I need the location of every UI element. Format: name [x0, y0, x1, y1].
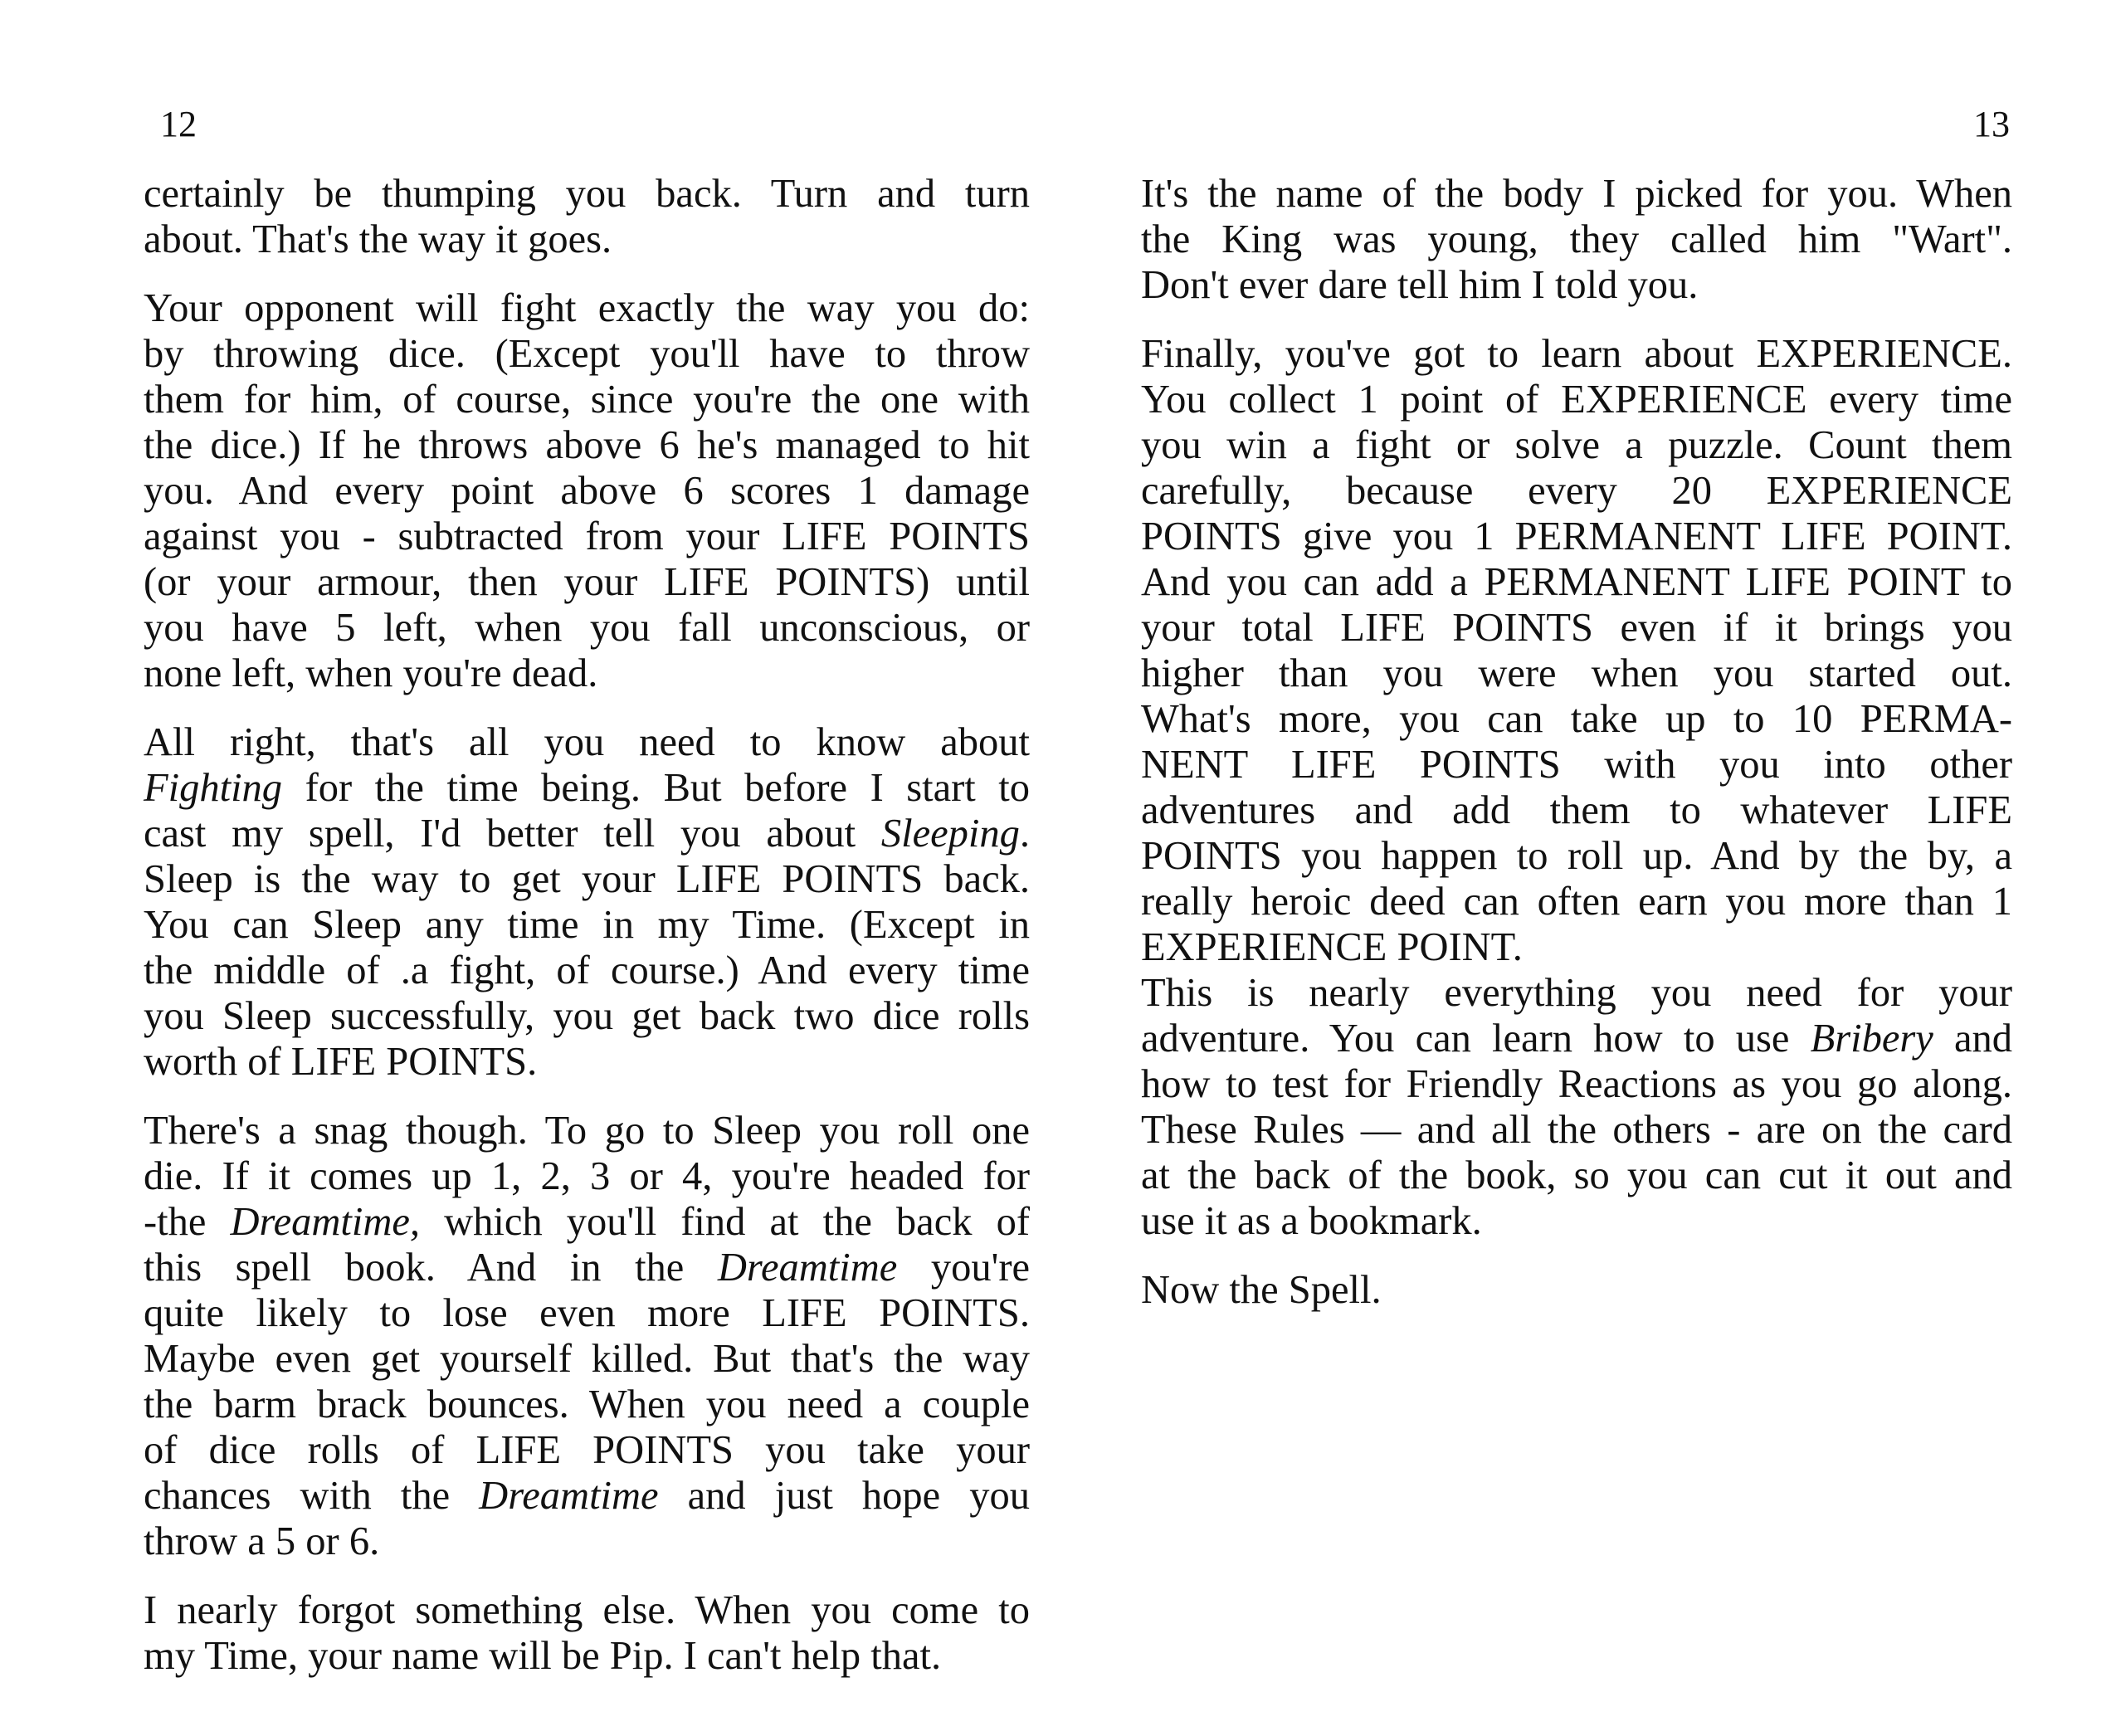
text-line [144, 1245, 1030, 1290]
text-line [1141, 1016, 2012, 1061]
right-page [1058, 0, 2116, 1736]
paragraph [1141, 331, 2012, 970]
text-line: of dice rolls of LIFE POINTS you take your [144, 1428, 1030, 1472]
text-line: none left, when you're dead. [144, 651, 598, 695]
left-text-column [144, 171, 1030, 1702]
italic-term: Dreamtime [717, 1246, 898, 1290]
text-line: It's the name of the body I picked for you. When [1141, 172, 2012, 216]
text-line: quite likely to lose even more LIFE POINTS. [144, 1291, 1030, 1335]
text-line: Finally, you've got to learn about EXPERIENCE. [1141, 332, 2012, 376]
paragraph [144, 1108, 1030, 1564]
text-line: Maybe even get yourself killed. But that's the way [144, 1337, 1030, 1381]
text-line: And you can add a PERMANENT LIFE POINT to [1141, 560, 2012, 604]
italic-term: Dreamtime [479, 1474, 659, 1518]
text-segment: this spell book. And in the [144, 1246, 718, 1290]
text-line: my Time, your name will be Pip. I can't help that. [144, 1634, 942, 1678]
text-line: adventures and add them to whatever LIFE [1141, 788, 2012, 832]
paragraph [144, 285, 1030, 696]
page-number-left: 12 [160, 104, 197, 144]
text-line: the middle of .a fight, of course.) And every time [144, 948, 1030, 992]
text-line: Don't ever dare tell him I told you. [1141, 263, 1699, 307]
italic-term: Fighting [144, 766, 283, 810]
text-line: What's more, you can take up to 10 PERMA- [1141, 697, 2012, 741]
text-line: higher than you were when you started out. [1141, 651, 2012, 695]
text-line [144, 1199, 1030, 1245]
text-line: This is nearly everything you need for your [1141, 971, 2012, 1015]
paragraph [1141, 171, 2012, 308]
text-line: Sleep is the way to get your LIFE POINTS back. [144, 857, 1030, 901]
text-line: your total LIFE POINTS even if it brings you [1141, 606, 2012, 650]
text-line: I nearly forgot something else. When you come to [144, 1588, 1030, 1632]
right-text-column [1141, 171, 2012, 1336]
text-line: Now the Spell. [1141, 1268, 1382, 1312]
text-line: (or your armour, then your LIFE POINTS) until [144, 560, 1030, 604]
text-line: you. And every point above 6 scores 1 damage [144, 469, 1030, 513]
italic-term: Bribery [1810, 1017, 1933, 1061]
page-number-right: 13 [1973, 104, 2010, 144]
text-line: certainly be thumping you back. Turn and turn [144, 172, 1030, 216]
text-line: You collect 1 point of EXPERIENCE every time [1141, 378, 2012, 422]
paragraph [144, 171, 1030, 262]
text-line: POINTS give you 1 PERMANENT LIFE POINT. [1141, 514, 2012, 558]
text-line: Your opponent will fight exactly the way you do: [144, 286, 1030, 330]
text-line: by throwing dice. (Except you'll have to throw [144, 332, 1030, 376]
text-line: EXPERIENCE POINT. [1141, 925, 1523, 969]
text-segment: -the [144, 1200, 231, 1244]
text-segment: you're [897, 1246, 1031, 1290]
text-line: the dice.) If he throws above 6 he's managed to hit [144, 423, 1030, 467]
text-line: you have 5 left, when you fall unconscious, or [144, 606, 1030, 650]
text-line: at the back of the book, so you can cut it out and [1141, 1153, 2012, 1197]
text-line: You can Sleep any time in my Time. (Except in [144, 903, 1030, 947]
text-line: really heroic deed can often earn you more than 1 [1141, 880, 2012, 924]
text-line: you Sleep successfully, you get back two dice rolls [144, 994, 1030, 1038]
text-line [144, 765, 1030, 811]
text-line: NENT LIFE POINTS with you into other [1141, 743, 2012, 787]
text-line: There's a snag though. To go to Sleep you roll one [144, 1109, 1030, 1153]
text-segment: which you'll find at the back of [420, 1200, 1030, 1244]
italic-term: Sleeping [880, 812, 1020, 856]
italic-term: Dreamtime, [230, 1200, 421, 1244]
text-line: how to test for Friendly Reactions as you go along. [1141, 1062, 2012, 1106]
text-line [144, 1473, 1030, 1519]
paragraph [144, 719, 1030, 1085]
text-segment: adventure. You can learn how to use [1141, 1017, 1811, 1061]
text-line: die. If it comes up 1, 2, 3 or 4, you're headed for [144, 1154, 1030, 1198]
text-line [144, 811, 1030, 856]
text-line: you win a fight or solve a puzzle. Count them [1141, 423, 2012, 467]
text-segment: and [1933, 1017, 2012, 1061]
text-line: These Rules — and all the others - are on the card [1141, 1108, 2012, 1152]
text-line: All right, that's all you need to know about [144, 720, 1030, 764]
text-line: carefully, because every 20 EXPERIENCE [1141, 469, 2012, 513]
paragraph [1141, 1267, 2012, 1313]
text-segment: . [1019, 812, 1030, 856]
text-line: POINTS you happen to roll up. And by the by, a [1141, 834, 2012, 878]
text-line: against you - subtracted from your LIFE POINTS [144, 514, 1030, 558]
text-line: about. That's the way it goes. [144, 217, 612, 261]
text-segment: cast my spell, I'd better tell you about [144, 812, 881, 856]
text-line: the barm brack bounces. When you need a couple [144, 1382, 1030, 1426]
text-segment: and just hope you [658, 1474, 1030, 1518]
text-segment: for the time being. But before I start to [282, 766, 1030, 810]
text-segment: chances with the [144, 1474, 480, 1518]
text-line: them for him, of course, since you're the one with [144, 378, 1030, 422]
paragraph [1141, 970, 2012, 1244]
text-line: worth of LIFE POINTS. [144, 1040, 538, 1084]
paragraph [144, 1587, 1030, 1679]
text-line: throw a 5 or 6. [144, 1519, 380, 1563]
text-line: the King was young, they called him "Wart". [1141, 217, 2012, 261]
text-line: use it as a bookmark. [1141, 1199, 1482, 1243]
